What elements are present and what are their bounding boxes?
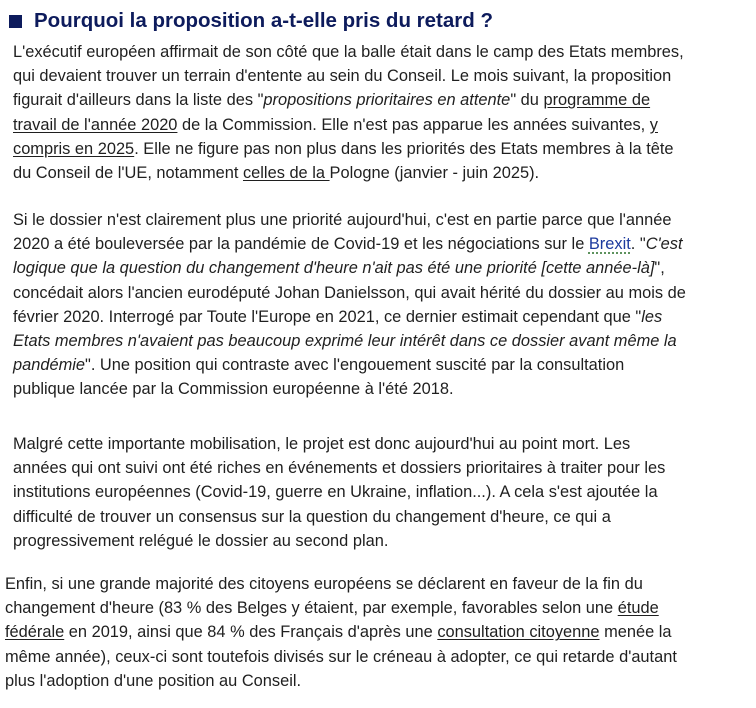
paragraph-4-line-3 — [5, 620, 677, 644]
text-fragment: changement d'heure (83 % des Belges y étaient, par exemple, favorables selon une — [5, 599, 618, 618]
link-celles-de-la[interactable]: celles de la — [242, 164, 330, 183]
link-etude-federale[interactable]: étude — [617, 599, 659, 618]
paragraph-2-line-4: concédait alors l'ancien eurodéputé Johan Danielsson, qui avait hérité du dossier au mois de — [13, 283, 686, 302]
link-consultation-citoyenne[interactable]: consultation citoyenne — [437, 623, 600, 642]
paragraph-2-line-5 — [13, 305, 686, 329]
quote-fragment: logique que la question du changement d'heure n'ait pas été une priorité [cette année-là] — [13, 259, 655, 278]
link-programme-travail[interactable]: programme de — [543, 91, 651, 110]
paragraph-1-line-6 — [13, 161, 684, 185]
paragraph-1-line-3 — [13, 88, 684, 112]
text-fragment: Pologne (janvier - juin 2025). — [329, 164, 540, 183]
paragraph-2-line-2 — [13, 232, 686, 256]
square-bullet-icon — [9, 15, 22, 28]
link-compris-2025[interactable]: y — [649, 115, 658, 134]
paragraph-2 — [13, 208, 686, 402]
text-fragment: ", — [654, 259, 665, 278]
paragraph-2-line-8: publique lancée par la Commission européenne à l'été 2018. — [13, 380, 454, 399]
text-fragment: 2020 a été bouleversée par la pandémie de Covid-19 et les négociations sur le — [13, 235, 589, 254]
paragraph-1-line-2: qui devaient trouver un terrain d'entente au sein du Conseil. Le mois suivant, la proposition — [13, 67, 672, 86]
paragraph-1-line-5 — [13, 137, 684, 161]
paragraph-3-line-1: Malgré cette importante mobilisation, le projet est donc aujourd'hui au point mort. Les — [13, 435, 631, 453]
paragraph-2-line-3 — [13, 256, 686, 280]
quote-fragment: Etats membres n'avaient pas beaucoup exprimé leur intérêt dans ce dossier avant même la — [13, 332, 677, 351]
paragraph-4-line-1: Enfin, si une grande majorité des citoyens européens se déclarent en faveur de la fin du — [5, 575, 643, 593]
paragraph-1-line-4 — [13, 113, 684, 137]
paragraph-2-line-1: Si le dossier n'est clairement plus une priorité aujourd'hui, c'est en partie parce que l'année — [13, 211, 672, 229]
quote-fragment: les — [641, 307, 663, 326]
paragraph-4-line-5: plus l'adoption d'une position au Conseil. — [5, 671, 302, 690]
text-fragment: février 2020. Interrogé par Toute l'Europe en 2021, ce dernier estimait cependant que " — [13, 307, 642, 326]
paragraph-4-line-4: même année), ceux-ci sont toutefois divisés sur le créneau à adopter, ce qui retarde d'autant — [5, 647, 677, 666]
paragraph-4 — [5, 572, 677, 693]
paragraph-4-line-2 — [5, 596, 677, 620]
paragraph-3-line-4: difficulté de trouver un consensus sur la question du changement d'heure, ce qui a — [13, 507, 611, 526]
text-fragment: . Elle ne figure pas non plus dans les priorités des Etats membres à la tête — [134, 139, 674, 158]
paragraph-2-line-6 — [13, 329, 686, 353]
link-programme-travail-cont[interactable]: travail de l'année 2020 — [13, 115, 178, 134]
paragraph-3 — [13, 432, 665, 553]
text-fragment: ". Une position qui contraste avec l'engouement suscité par la consultation — [85, 356, 625, 375]
paragraph-1 — [13, 40, 684, 185]
section-heading — [9, 6, 493, 36]
text-fragment: de la Commission. Elle n'est pas apparue les années suivantes, — [177, 115, 650, 134]
paragraph-3-line-2: années qui ont suivi ont été riches en événements et dossiers prioritaires à traiter pour les — [13, 459, 666, 478]
text-fragment: menée la — [599, 623, 672, 642]
text-fragment: du Conseil de l'UE, notamment — [13, 164, 243, 183]
link-compris-2025-cont[interactable]: compris en 2025 — [13, 139, 135, 158]
link-etude-federale-cont[interactable]: fédérale — [5, 623, 65, 642]
paragraph-3-line-5: progressivement relégué le dossier au second plan. — [13, 531, 389, 550]
text-fragment: en 2019, ainsi que 84 % des Français d'après une — [64, 623, 438, 642]
text-fragment: . " — [630, 235, 646, 254]
section-title: Pourquoi la proposition a-t-elle pris du retard ? — [34, 9, 493, 32]
paragraph-2-line-7 — [13, 353, 686, 377]
quote-priority-proposals: propositions prioritaires en attente — [263, 91, 511, 110]
text-fragment: figurait d'ailleurs dans la liste des " — [13, 91, 264, 110]
paragraph-1-line-1: L'exécutif européen affirmait de son côté que la balle était dans le camp des Etats membres, — [13, 43, 684, 61]
quote-fragment: C'est — [645, 235, 683, 254]
paragraph-3-line-3: institutions européennes (Covid-19, guerre en Ukraine, inflation...). A cela s'est ajoutée la — [13, 483, 658, 502]
text-fragment: " du — [510, 91, 544, 110]
link-brexit[interactable]: Brexit — [588, 235, 631, 254]
quote-fragment: pandémie — [13, 356, 85, 375]
